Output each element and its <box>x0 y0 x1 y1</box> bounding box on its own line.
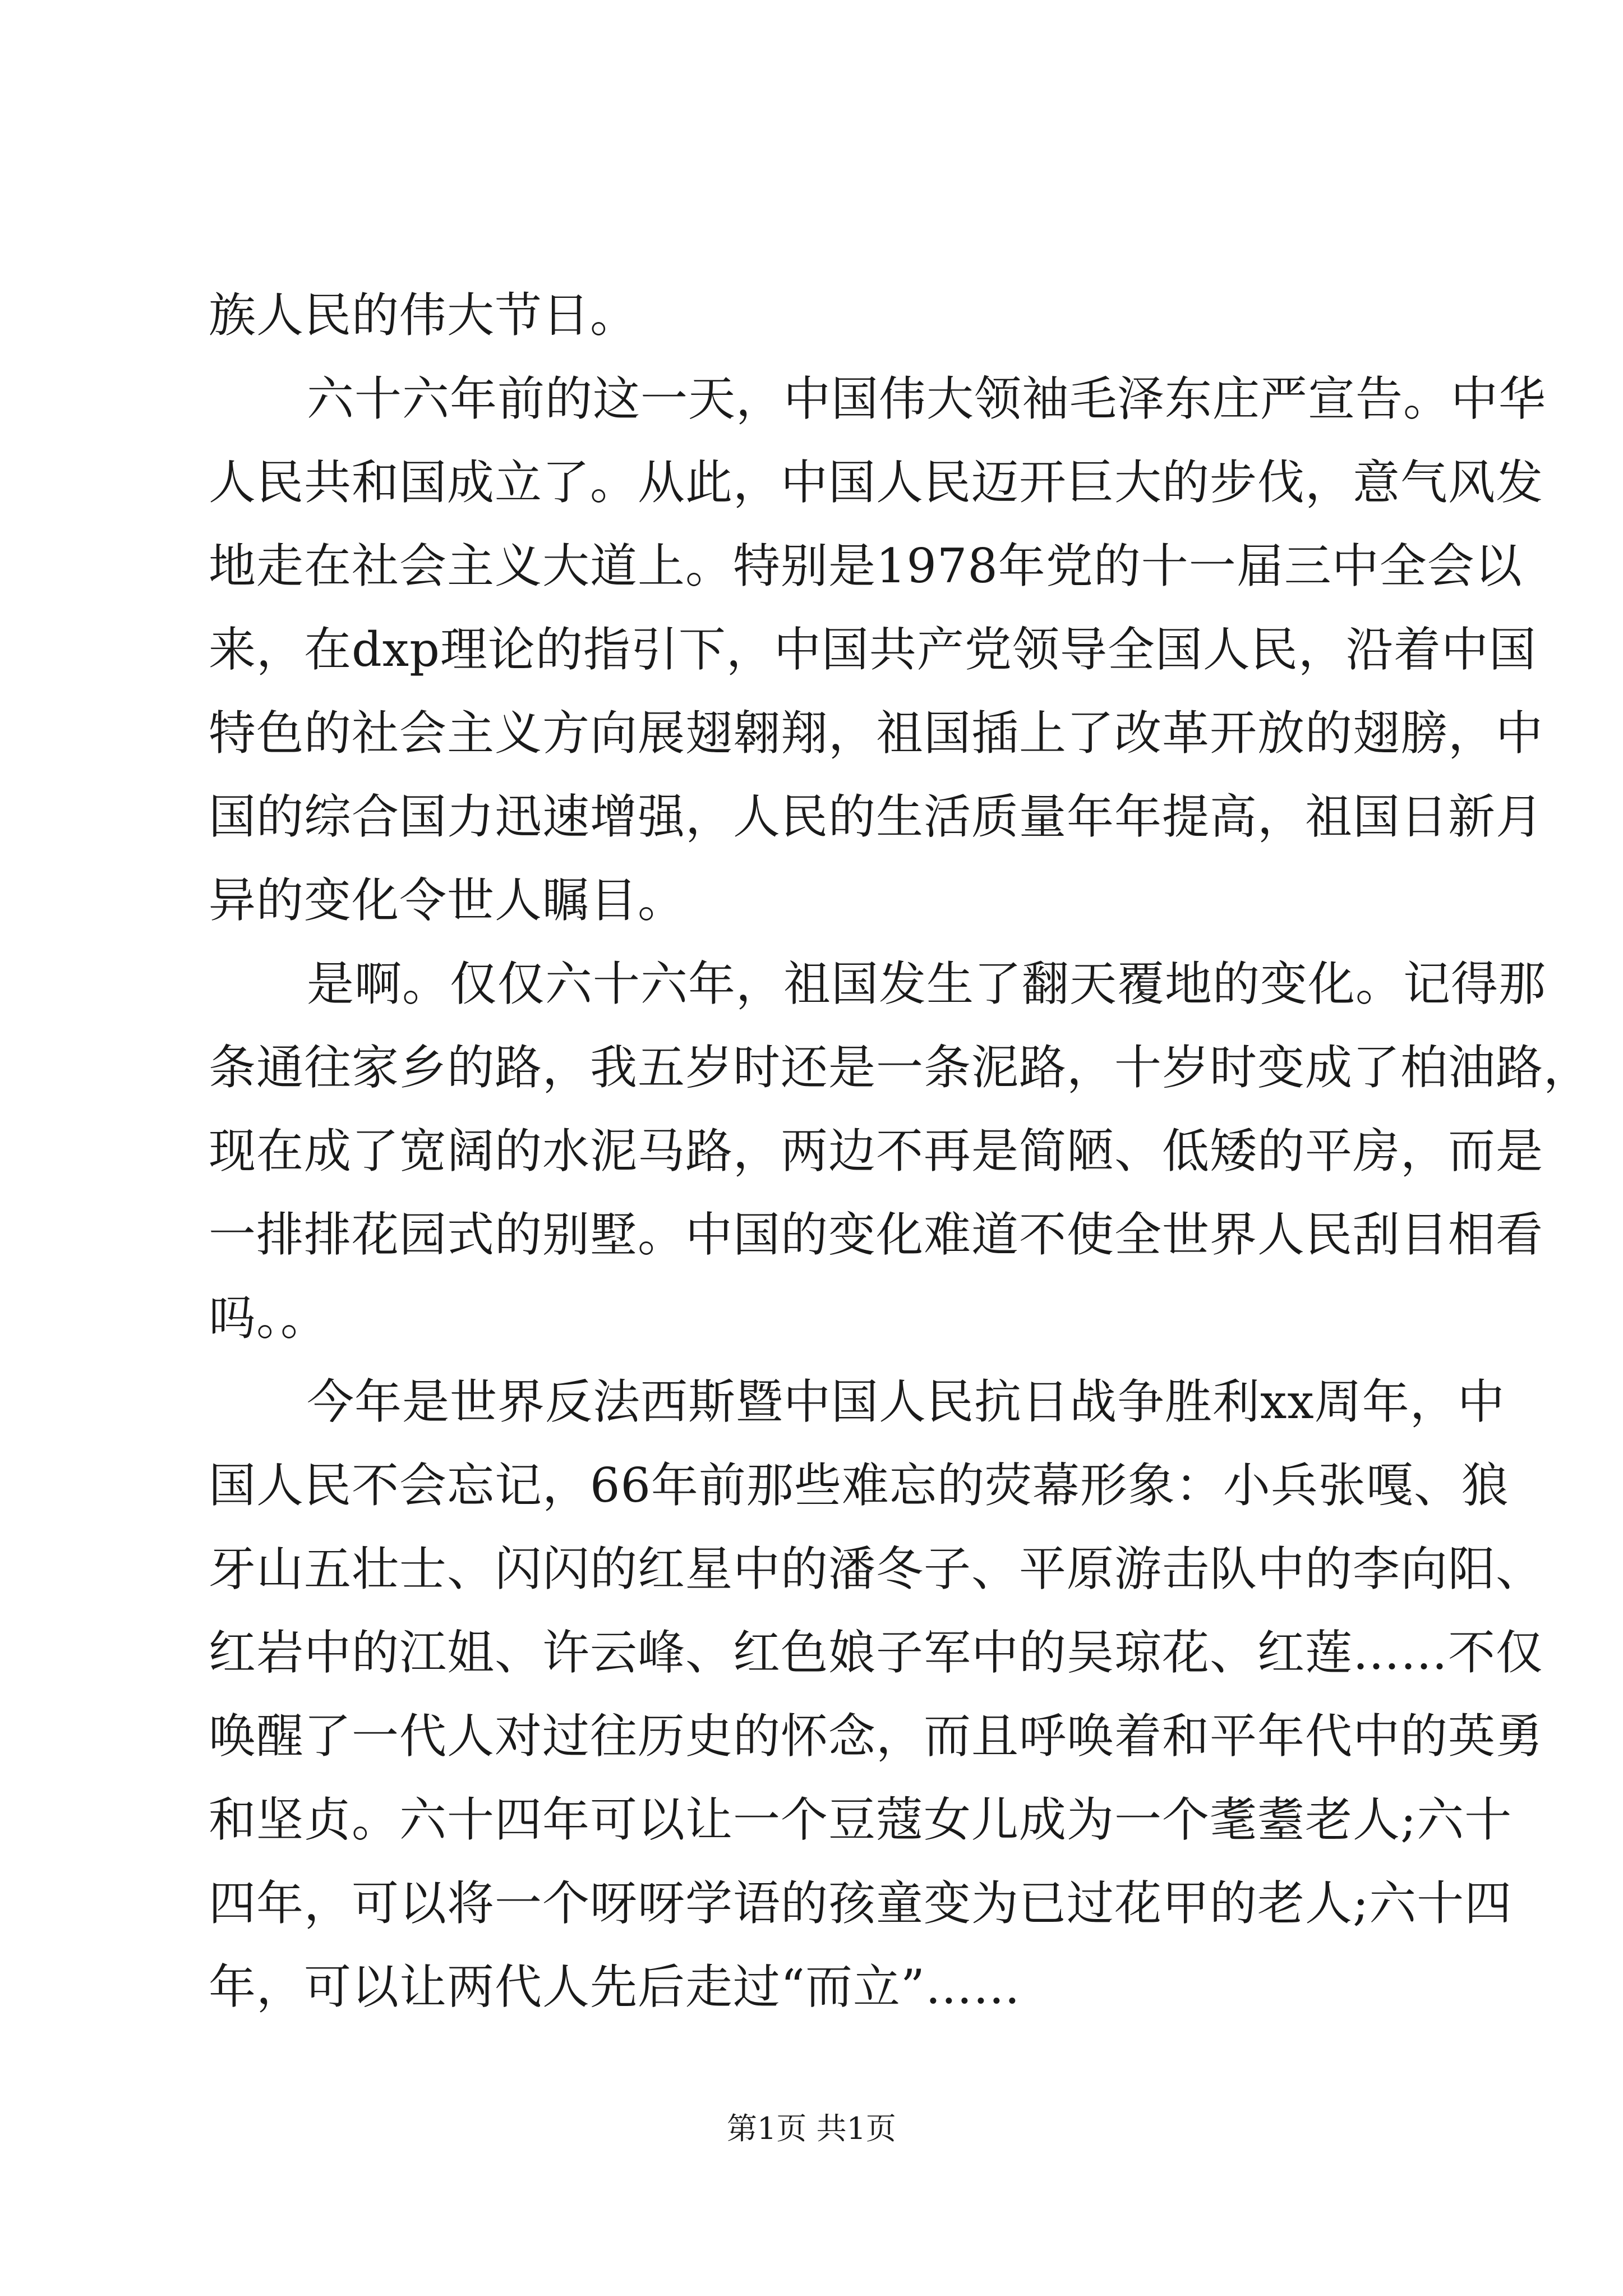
text-line: 地走在社会主义大道上。特别是1978年党的十一届三中全会以 <box>209 539 1523 593</box>
text-line: 红岩中的江姐、许云峰、红色娘子军中的吴琼花、红莲……不仅 <box>209 1625 1544 1680</box>
text-line: 一排排花园式的别墅。中国的变化难道不使全世界人民刮目相看 <box>209 1207 1544 1262</box>
document-body <box>209 274 1592 2029</box>
text-line: 牙山五壮士、闪闪的红星中的潘冬子、平原游击队中的李向阳、 <box>209 1542 1544 1596</box>
text-line: 吗。。 <box>209 1291 329 1346</box>
text-line: 年，可以让两代人先后走过“而立”…… <box>209 1959 1021 2014</box>
text-line: 来，在dxp理论的指引下，中国共产党领导全国人民，沿着中国 <box>209 622 1537 677</box>
text-line: 条通往家乡的路，我五岁时还是一条泥路，十岁时变成了柏油路， <box>209 1040 1592 1095</box>
text-line: 唤醒了一代人对过往历史的怀念，而且呼唤着和平年代中的英勇 <box>209 1709 1544 1764</box>
text-line: 异的变化令世人瞩目。 <box>209 873 686 928</box>
text-line: 现在成了宽阔的水泥马路，两边不再是简陋、低矮的平房，而是 <box>209 1124 1544 1179</box>
text-line: 族人民的伟大节日。 <box>209 288 638 343</box>
text-line: 特色的社会主义方向展翅翱翔，祖国插上了改革开放的翅膀，中 <box>209 706 1544 761</box>
text-line: 四年，可以将一个呀呀学语的孩童变为已过花甲的老人;六十四 <box>209 1876 1513 1931</box>
text-line: 今年是世界反法西斯暨中国人民抗日战争胜利xx周年，中 <box>307 1374 1505 1429</box>
text-line: 六十六年前的这一天，中国伟大领袖毛泽东庄严宣告。中华 <box>307 371 1547 426</box>
page-footer: 第1页 共1页 <box>727 2111 896 2146</box>
text-line: 国人民不会忘记，66年前那些难忘的荧幕形象：小兵张嘎、狼 <box>209 1458 1509 1513</box>
text-line: 人民共和国成立了。从此，中国人民迈开巨大的步伐，意气风发 <box>209 455 1544 510</box>
text-line: 国的综合国力迅速增强，人民的生活质量年年提高，祖国日新月 <box>209 789 1544 844</box>
text-line: 是啊。仅仅六十六年，祖国发生了翻天覆地的变化。记得那 <box>307 956 1547 1011</box>
text-line: 和坚贞。六十四年可以让一个豆蔻女儿成为一个耄耋老人;六十 <box>209 1792 1513 1847</box>
